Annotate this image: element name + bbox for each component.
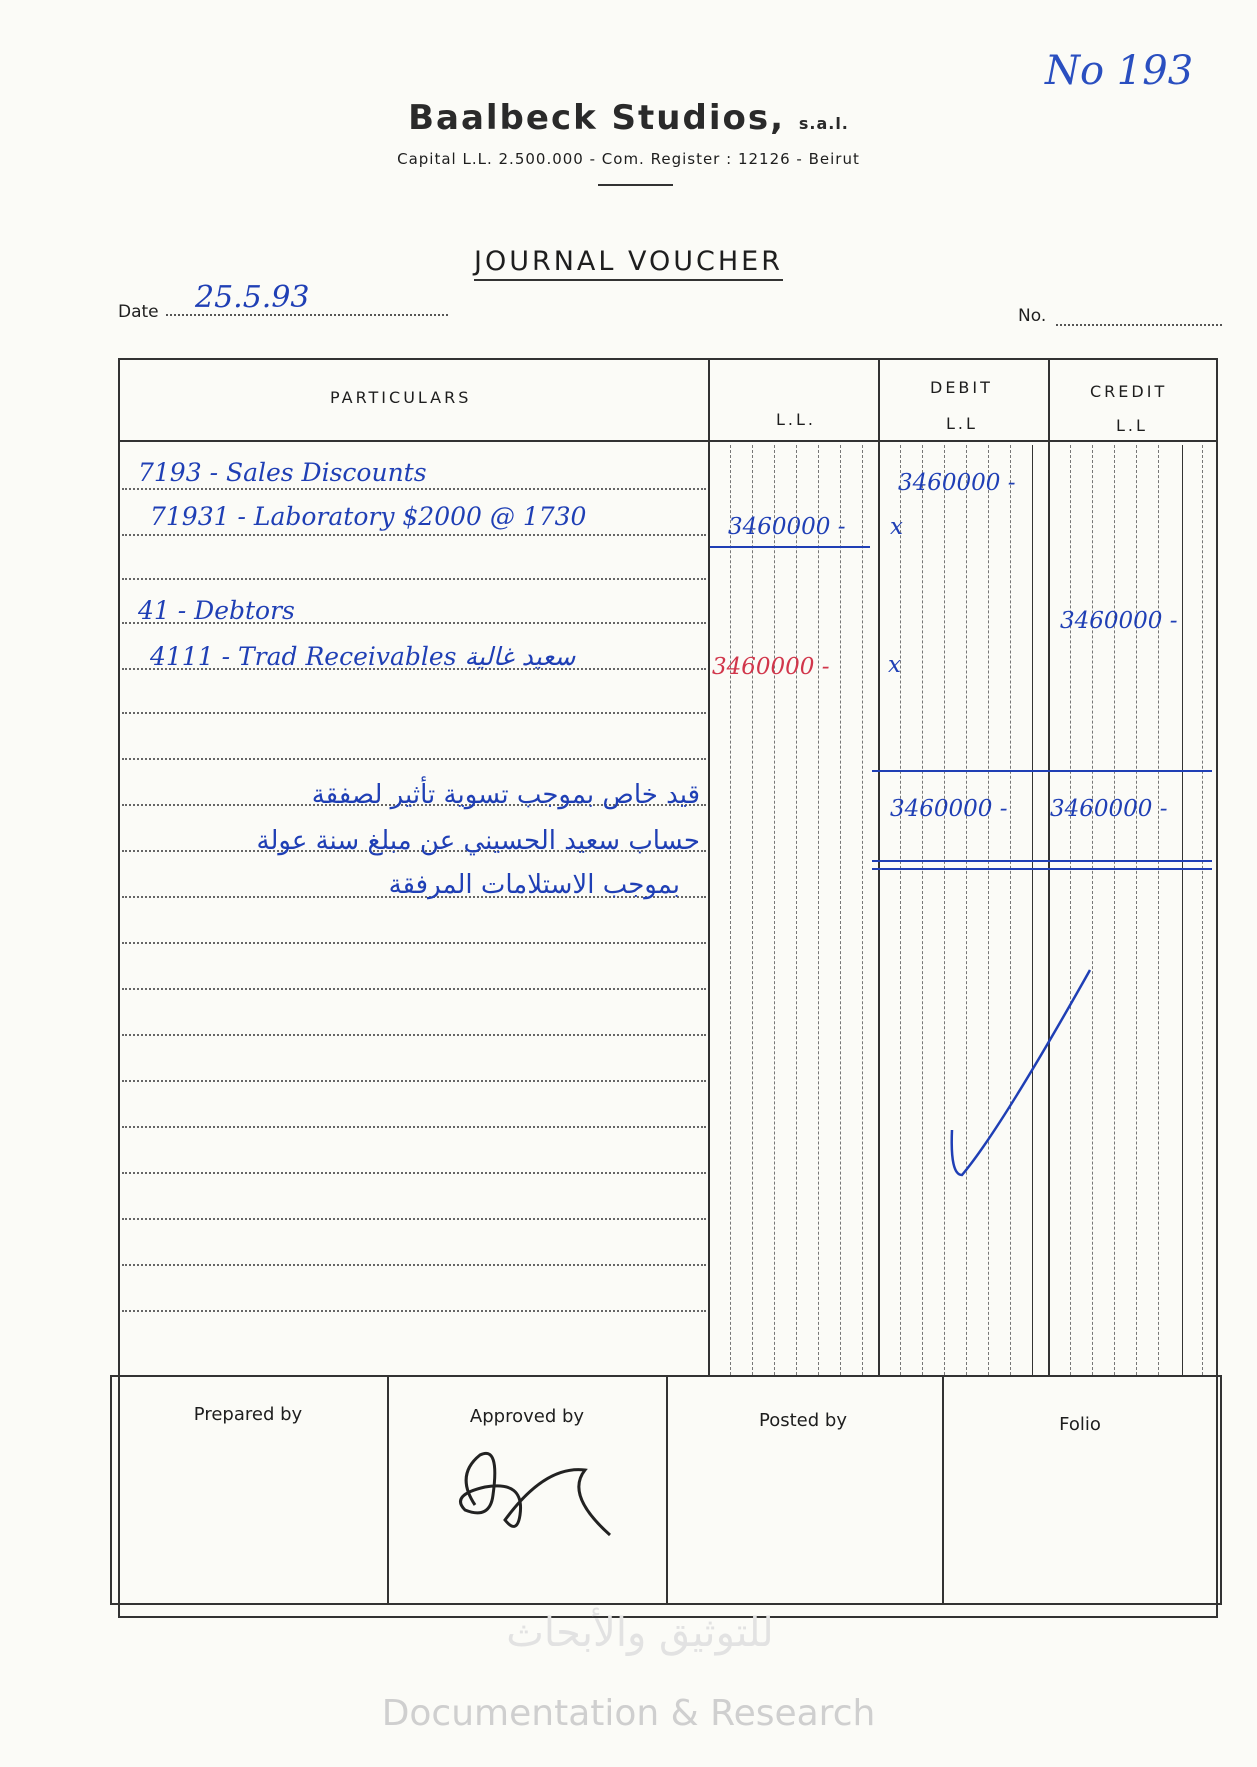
entry-debit: 3460000 - bbox=[898, 470, 1016, 496]
credit-subcolumn bbox=[1136, 445, 1137, 1375]
check-mark-icon bbox=[940, 960, 1150, 1190]
ruled-line bbox=[122, 1080, 706, 1082]
ruled-line bbox=[122, 1218, 706, 1220]
credit-header: CREDIT bbox=[1090, 382, 1168, 401]
ruled-line bbox=[122, 942, 706, 944]
total-debit: 3460000 - bbox=[890, 796, 1008, 822]
ruled-line bbox=[122, 1172, 706, 1174]
approved-by-label: Approved by bbox=[469, 1406, 585, 1427]
entry-ll: 3460000 - bbox=[712, 654, 830, 680]
ruled-line bbox=[122, 1264, 706, 1266]
entry-account: 71931 - Laboratory $2000 @ 1730 bbox=[150, 502, 587, 531]
entry-ll: 3460000 - bbox=[728, 514, 846, 540]
total-double-rule bbox=[872, 860, 1212, 862]
column-divider-ll bbox=[708, 360, 710, 1375]
company-suffix: s.a.l. bbox=[798, 114, 849, 133]
particulars-header: PARTICULARS bbox=[330, 388, 472, 407]
watermark-arabic: للتوثيق والأبحاث bbox=[506, 1610, 774, 1656]
debit-cents-divider bbox=[1032, 445, 1033, 1375]
debit-subcolumn bbox=[1010, 445, 1011, 1375]
footer-divider bbox=[666, 1377, 668, 1603]
credit-subcolumn bbox=[1158, 445, 1159, 1375]
credit-subcolumn bbox=[1092, 445, 1093, 1375]
approval-signature bbox=[445, 1425, 625, 1545]
total-credit: 3460000 - bbox=[1050, 796, 1168, 822]
ruled-line bbox=[122, 1310, 706, 1312]
entry-account: 7193 - Sales Discounts bbox=[138, 458, 427, 487]
credit-subcolumn bbox=[1114, 445, 1115, 1375]
number-label: No. bbox=[1018, 306, 1047, 326]
ruled-line bbox=[122, 488, 706, 490]
debit-unit-header: L.L bbox=[946, 414, 978, 433]
ll-subcolumn bbox=[774, 445, 775, 1375]
form-title-text: JOURNAL VOUCHER bbox=[474, 246, 783, 281]
entry-account: 41 - Debtors bbox=[138, 596, 295, 625]
number-field[interactable] bbox=[1056, 300, 1222, 326]
ruled-line bbox=[122, 988, 706, 990]
ll-subcolumn bbox=[840, 445, 841, 1375]
date-label: Date bbox=[118, 302, 159, 322]
date-value: 25.5.93 bbox=[195, 280, 310, 315]
ruled-line bbox=[122, 1126, 706, 1128]
note-line: بموجب الاستلامات المرفقة bbox=[388, 870, 680, 900]
ll-subcolumn bbox=[796, 445, 797, 1375]
voucher-number: No 193 bbox=[1045, 48, 1194, 94]
entry-account: 4111 - Trad Receivables سعيد غالية bbox=[150, 642, 576, 671]
note-line: حساب سعيد الحسيني عن مبلغ سنة عولة bbox=[256, 826, 700, 856]
company-name bbox=[0, 98, 1257, 138]
watermark-text: Documentation & Research bbox=[381, 1693, 876, 1734]
prepared-by-label: Prepared by bbox=[193, 1404, 303, 1425]
ll-subcolumn bbox=[752, 445, 753, 1375]
footer-divider bbox=[387, 1377, 389, 1603]
debit-subcolumn bbox=[966, 445, 967, 1375]
company-name-text: Baalbeck Studios, bbox=[408, 98, 785, 138]
debit-subcolumn bbox=[922, 445, 923, 1375]
ruled-line bbox=[122, 534, 706, 536]
ll-underline bbox=[710, 546, 870, 548]
folio-label: Folio bbox=[1059, 1414, 1101, 1435]
ll-header: L.L. bbox=[776, 410, 816, 429]
total-double-rule bbox=[872, 868, 1212, 870]
ruled-line bbox=[122, 1034, 706, 1036]
total-top-rule bbox=[872, 770, 1212, 772]
debit-subcolumn bbox=[988, 445, 989, 1375]
ruled-line bbox=[122, 712, 706, 714]
company-details: Capital L.L. 2.500.000 - Com. Register : 12126 - Beirut bbox=[397, 150, 860, 168]
note-line: قيد خاص بموجب تسوية تأثير لصفقة bbox=[311, 780, 700, 810]
debit-subcolumn bbox=[944, 445, 945, 1375]
entry-debit-mark: x bbox=[890, 514, 903, 540]
ruled-line bbox=[122, 758, 706, 760]
footer-divider bbox=[942, 1377, 944, 1603]
table-header-divider bbox=[120, 440, 1217, 442]
credit-subcolumn bbox=[1202, 445, 1203, 1375]
debit-subcolumn bbox=[900, 445, 901, 1375]
debit-header: DEBIT bbox=[930, 378, 993, 397]
posted-by-label: Posted by bbox=[759, 1410, 847, 1431]
entry-credit: 3460000 - bbox=[1060, 608, 1178, 634]
ruled-line bbox=[122, 578, 706, 580]
ll-subcolumn bbox=[730, 445, 731, 1375]
credit-subcolumn bbox=[1070, 445, 1071, 1375]
header-divider bbox=[598, 184, 673, 186]
credit-unit-header: L.L bbox=[1116, 416, 1148, 435]
ll-subcolumn bbox=[862, 445, 863, 1375]
credit-cents-divider bbox=[1182, 445, 1183, 1375]
ll-subcolumn bbox=[818, 445, 819, 1375]
form-title bbox=[0, 246, 1257, 277]
entry-debit-mark: x bbox=[888, 652, 901, 678]
